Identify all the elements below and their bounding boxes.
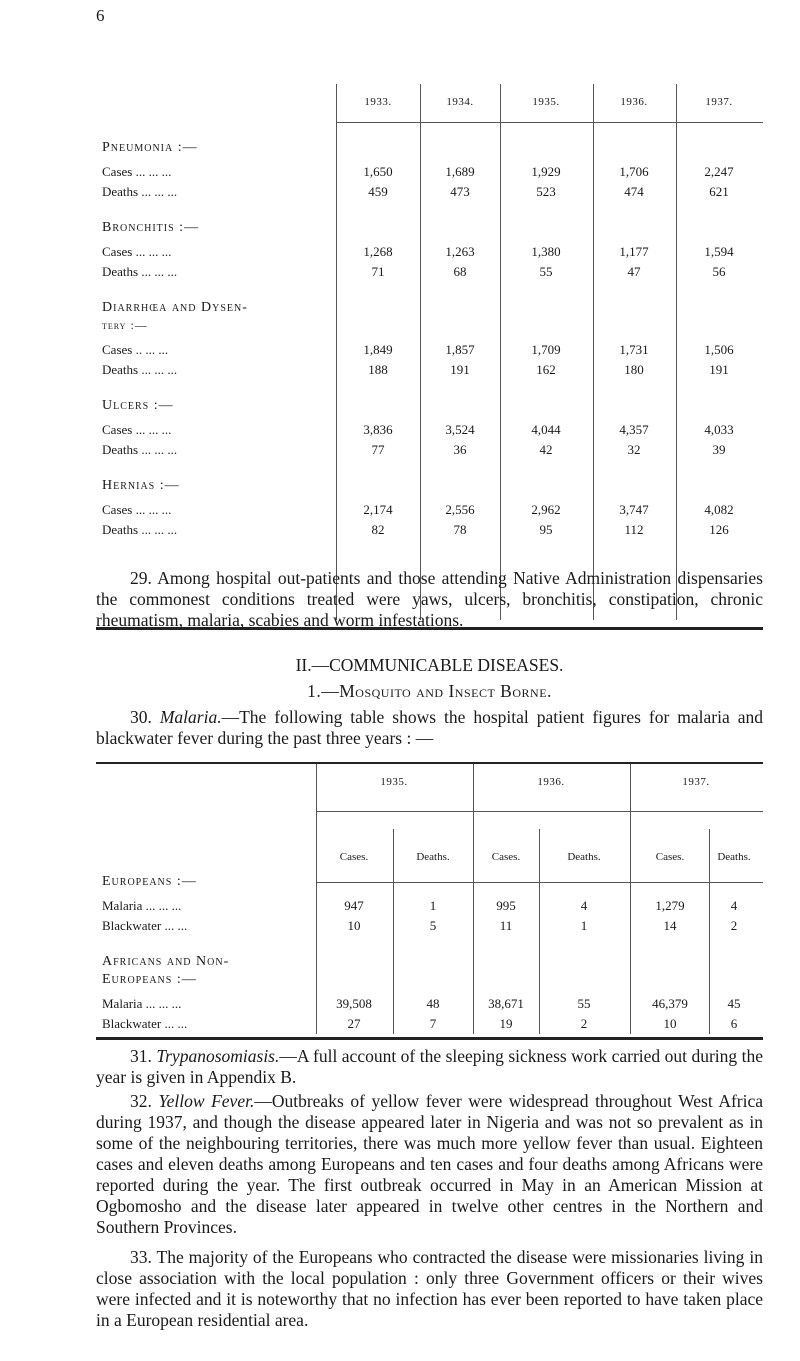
cell: 1,731 (619, 342, 649, 357)
cell: 3,524 (445, 422, 475, 437)
section-title-continued: tery :— (102, 318, 148, 332)
column-subheader: Cases. (339, 851, 369, 863)
section-title: Ulcers :— (102, 398, 174, 413)
cell: 2 (730, 918, 738, 933)
cell: 1,594 (704, 244, 734, 259)
cell: 95 (539, 522, 553, 537)
table-row (96, 164, 763, 182)
cell: 4 (730, 898, 738, 913)
row-label: Deaths ... ... ... (102, 442, 178, 457)
row-label: Blackwater ... ... (102, 918, 188, 933)
cell: 1,857 (445, 342, 475, 357)
cell: 38,671 (488, 996, 524, 1011)
table-row (96, 244, 763, 262)
row-label: Blackwater ... ... (102, 1016, 188, 1031)
cell: 191 (709, 362, 729, 377)
row-label: Cases ... ... ... (102, 502, 172, 517)
paragraph-text: —A full account of the sleeping sickness work carried out during the year is given in Appendix B. (96, 1046, 764, 1087)
paragraph-title: Yellow Fever. (158, 1091, 255, 1111)
subsection-heading: 1.—Mosquito and Insect Borne. (307, 681, 552, 701)
cell: 947 (344, 898, 364, 913)
cell: 68 (453, 264, 467, 279)
year-header: 1937. (705, 96, 733, 108)
cell: 1,650 (363, 164, 393, 179)
table-row (96, 898, 763, 916)
cell: 46,379 (652, 996, 688, 1011)
table-bottom-rule (96, 1037, 763, 1040)
cell: 162 (536, 362, 556, 377)
cell: 82 (371, 522, 385, 537)
cell: 4,033 (704, 422, 734, 437)
cell: 473 (450, 184, 470, 199)
cell: 6 (730, 1016, 738, 1031)
year-header: 1936. (537, 776, 565, 788)
column-subheader: Deaths. (717, 851, 751, 863)
column-subheader: Cases. (491, 851, 521, 863)
cell: 3,836 (363, 422, 393, 437)
cell: 5 (429, 918, 437, 933)
paragraph-title: Malaria. (159, 707, 222, 727)
cell: 1,706 (619, 164, 649, 179)
cell: 7 (429, 1016, 437, 1031)
malaria-table (96, 762, 763, 1040)
row-label: Deaths ... ... ... (102, 522, 178, 537)
cell: 1,177 (619, 244, 649, 259)
cell: 2,247 (704, 164, 734, 179)
row-label: Malaria ... ... ... (102, 898, 182, 913)
year-rule (316, 811, 763, 812)
cell: 55 (577, 996, 591, 1011)
page-number: 6 (96, 6, 105, 25)
table-row (96, 342, 763, 360)
cell: 995 (496, 898, 516, 913)
cell: 56 (712, 264, 726, 279)
cell: 4,044 (531, 422, 561, 437)
cell: 19 (499, 1016, 513, 1031)
table-row (96, 1016, 763, 1034)
paragraph-text: —The following table shows the hospital patient figures for malaria and blackwater fever during the past three years : — (96, 707, 763, 748)
cell: 1 (429, 898, 437, 913)
table-row (96, 264, 763, 282)
cell: 14 (663, 918, 677, 933)
section-title: Europeans :— (102, 874, 197, 889)
disease-table (96, 84, 763, 630)
paragraph-number: 30. (130, 707, 152, 727)
column-subheader: Deaths. (416, 851, 450, 863)
cell: 39,508 (336, 996, 372, 1011)
cell: 36 (453, 442, 467, 457)
cell: 4,357 (619, 422, 649, 437)
table-row (96, 996, 763, 1014)
column-subheader: Cases. (655, 851, 685, 863)
year-header: 1934. (446, 96, 474, 108)
cell: 47 (627, 264, 641, 279)
cell: 180 (624, 362, 644, 377)
cell: 39 (712, 442, 726, 457)
table-row (96, 184, 763, 202)
section-title: Hernias :— (102, 478, 180, 493)
cell: 4 (580, 898, 588, 913)
cell: 191 (450, 362, 470, 377)
cell: 45 (727, 996, 741, 1011)
cell: 1,380 (531, 244, 561, 259)
cell: 523 (536, 184, 556, 199)
row-label: Deaths ... ... ... (102, 264, 178, 279)
cell: 78 (453, 522, 467, 537)
row-label: Cases .. ... ... (102, 342, 169, 357)
paragraph-33: 33. The majority of the Europeans who contracted the disease were missionaries living in close association with the local population : only three Government officers or their wives were infected and it is noteworthy that no infection has ever been reported to have taken place in a European residential area. (96, 1247, 763, 1330)
row-label: Deaths ... ... ... (102, 184, 178, 199)
table-row (96, 422, 763, 440)
cell: 1,709 (531, 342, 561, 357)
cell: 77 (371, 442, 385, 457)
paragraph-31 (96, 1046, 763, 1088)
year-header: 1935. (532, 96, 560, 108)
paragraph-32 (96, 1091, 763, 1238)
row-label: Cases ... ... ... (102, 244, 172, 259)
year-header: 1935. (380, 776, 408, 788)
cell: 1,268 (363, 244, 393, 259)
cell: 1,506 (704, 342, 734, 357)
section-title: Africans and Non- (102, 954, 230, 969)
row-label: Cases ... ... ... (102, 164, 172, 179)
cell: 2,174 (363, 502, 393, 517)
cell: 1,929 (531, 164, 561, 179)
cell: 1,689 (445, 164, 475, 179)
section-title: Pneumonia :— (102, 140, 198, 155)
paragraph-number: 31. (130, 1046, 152, 1066)
header-rule (336, 122, 763, 123)
paragraph-29: 29. Among hospital out-patients and those attending Native Administration dispensaries the commonest conditions treated were yaws, ulcers, bronchitis, constipation, chronic rheumatism, malaria, scabies and worm infestations. (96, 568, 763, 630)
row-label: Deaths ... ... ... (102, 362, 178, 377)
table-row (96, 918, 763, 936)
cell: 27 (347, 1016, 361, 1031)
row-label: Cases ... ... ... (102, 422, 172, 437)
row-label: Malaria ... ... ... (102, 996, 182, 1011)
table-row (96, 502, 763, 520)
cell: 621 (709, 184, 729, 199)
cell: 3,747 (619, 502, 649, 517)
table-row (96, 362, 763, 380)
paragraph-number: 32. (130, 1091, 152, 1111)
year-header: 1933. (364, 96, 392, 108)
table-row (96, 442, 763, 460)
year-header: 1936. (620, 96, 648, 108)
section-title-continued: Europeans :— (102, 972, 197, 987)
cell: 1,849 (363, 342, 393, 357)
cell: 126 (709, 522, 729, 537)
table-top-rule (96, 762, 763, 764)
paragraph-30 (96, 707, 763, 749)
cell: 112 (624, 522, 644, 537)
cell: 1,263 (445, 244, 475, 259)
cell: 4,082 (704, 502, 734, 517)
year-header: 1937. (682, 776, 710, 788)
cell: 55 (539, 264, 553, 279)
section-title: Diarrhœa and Dysen- (102, 300, 248, 315)
column-subheader: Deaths. (567, 851, 601, 863)
cell: 1 (580, 918, 588, 933)
paragraph-title: Trypanosomiasis. (156, 1046, 280, 1066)
cell: 71 (371, 264, 385, 279)
cell: 48 (426, 996, 440, 1011)
cell: 32 (627, 442, 641, 457)
cell: 474 (624, 184, 644, 199)
cell: 2 (580, 1016, 588, 1031)
cell: 1,279 (655, 898, 685, 913)
cell: 2,962 (531, 502, 561, 517)
cell: 42 (539, 442, 553, 457)
cell: 10 (663, 1016, 677, 1031)
cell: 459 (368, 184, 388, 199)
cell: 10 (347, 918, 361, 933)
paragraph-text: —Outbreaks of yellow fever were widespread throughout West Africa during 1937, and though the disease appeared later in Nigeria and was not so prevalent as in some of the neighbouring territories, there was much more yellow fever than usual. Eighteen cases and eleven deaths among Europeans and ten cases and four deaths among Africans were reported during the year. The first outbreak occurred in May in an American Mission at Ogbomosho and the disease later appeared in twelve other centres in the Northern and Southern Provinces. (96, 1091, 764, 1237)
section-title: Bronchitis :— (102, 220, 200, 235)
cell: 2,556 (445, 502, 475, 517)
section-heading: II.—COMMUNICABLE DISEASES. (295, 655, 564, 675)
cell: 188 (368, 362, 388, 377)
cell: 11 (499, 918, 513, 933)
table-row (96, 522, 763, 540)
